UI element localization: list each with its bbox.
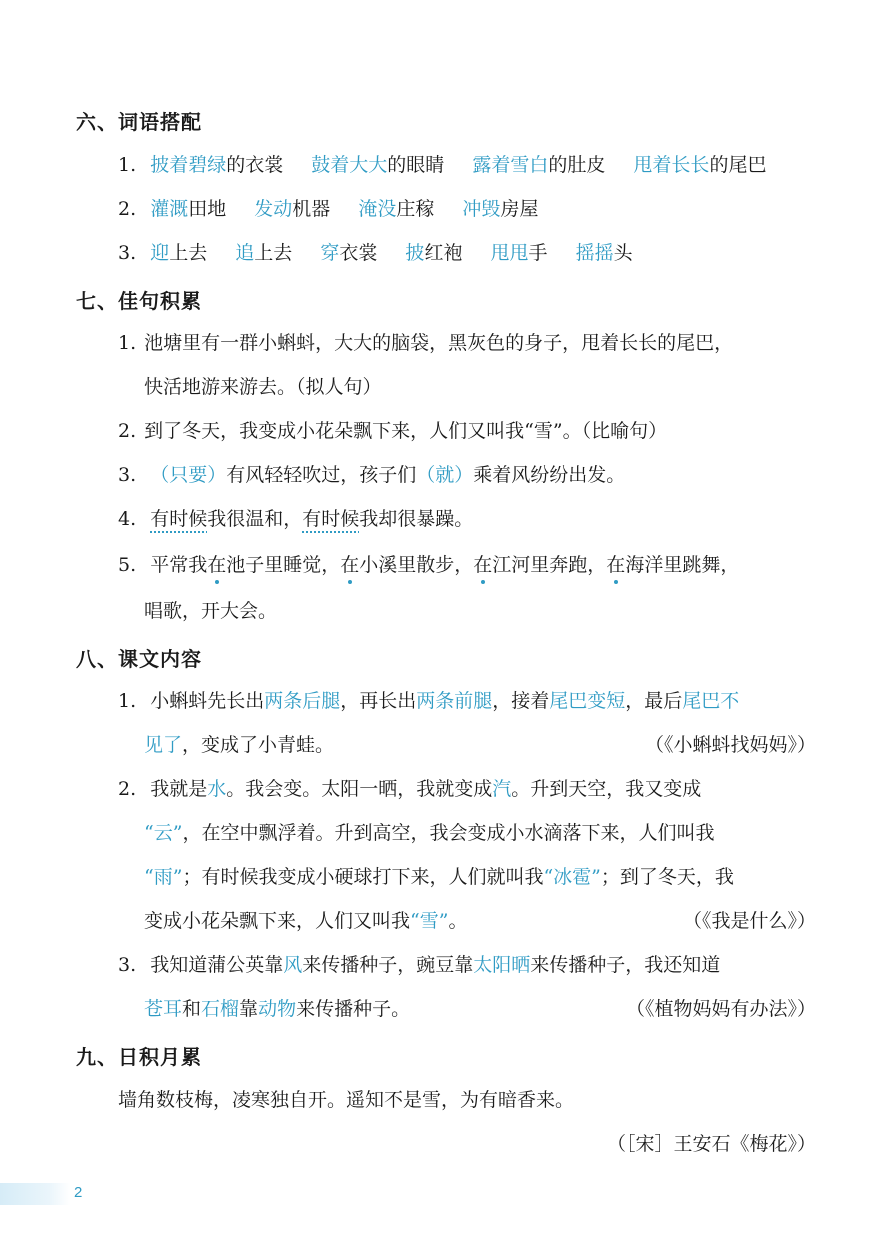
content-2-line-3 (144, 862, 818, 889)
answer: 穿 (320, 242, 340, 264)
answer: （就） (416, 464, 474, 486)
source-citation: （《我是什么》） (682, 910, 816, 932)
text: 来传播种子。 (296, 998, 411, 1020)
sentence-4 (118, 504, 818, 531)
section-8-heading: 八、课文内容 (76, 647, 202, 671)
text: 小溪里散步， (359, 554, 474, 576)
content-2-line-1 (118, 774, 818, 801)
text: ；有时候我变成小硬球打下来，人们就叫我 (182, 866, 544, 888)
item-number: 3. (118, 954, 137, 976)
text: 田地 (188, 198, 227, 220)
emphasis-dot: 在 (207, 554, 227, 576)
text: 到了冬天，我变成小花朵飘下来，人们又叫我“雪”。（比喻句） (144, 420, 668, 442)
text: 的衣裳 (226, 154, 284, 176)
poem-text: 墙角数枝梅，凌寒独自开。遥知不是雪，为有暗香来。 (118, 1089, 575, 1111)
answer: 动物 (258, 998, 297, 1020)
text: 头 (613, 242, 633, 264)
text: 乘着风纷纷出发。 (473, 464, 626, 486)
match-row-2 (118, 194, 818, 221)
match-row-3 (118, 238, 818, 265)
text: 来传播种子，豌豆靠 (302, 954, 474, 976)
text: 。升到天空，我又变成 (511, 778, 702, 800)
text: 房屋 (500, 198, 539, 220)
text: ，在空中飘浮着。升到高空，我会变成小水滴落下来，人们叫我 (182, 822, 715, 844)
text: 有风轻轻吹过，孩子们 (226, 464, 417, 486)
content-2-line-2 (144, 818, 818, 845)
text: 海洋里跳舞， (625, 554, 740, 576)
emphasis-dot: 在 (473, 554, 493, 576)
text: 。我会变。太阳一晒，我就变成 (226, 778, 493, 800)
text: 平常我 (150, 554, 208, 576)
answer: 甩着长长 (633, 154, 710, 176)
match-row-1 (118, 150, 818, 177)
answer: 披着碧绿 (150, 154, 227, 176)
answer: 露着雪白 (472, 154, 549, 176)
text: 红袍 (424, 242, 463, 264)
text: 的尾巴 (709, 154, 767, 176)
text: 江河里奔跑， (492, 554, 607, 576)
answer: “冰雹” (543, 866, 601, 888)
answer: 汽 (492, 778, 512, 800)
sentence-2 (118, 416, 818, 443)
content-3-line-1 (118, 950, 818, 977)
emphasis-dot: 在 (606, 554, 626, 576)
answer: 太阳晒 (473, 954, 531, 976)
content-1-line-1 (118, 686, 818, 713)
answer: 见了 (144, 734, 183, 756)
answer: 尾巴变短 (549, 690, 626, 712)
item-number: 3. (118, 464, 137, 486)
answer: （只要） (150, 464, 227, 486)
sentence-3 (118, 460, 818, 487)
text: 来传播种子，我还知道 (530, 954, 721, 976)
answer: 两条后腿 (264, 690, 341, 712)
answer: “雨” (144, 866, 183, 888)
section-9-heading: 九、日积月累 (76, 1045, 202, 1069)
page-number-band (0, 1183, 70, 1205)
sentence-5-line-2: 唱歌，开大会。 (144, 600, 278, 622)
text: 我知道蒲公英靠 (150, 954, 284, 976)
text: 的眼睛 (387, 154, 445, 176)
answer: 尾巴不 (682, 690, 740, 712)
answer: 风 (283, 954, 303, 976)
answer: 灌溉 (150, 198, 189, 220)
text: 和 (182, 998, 202, 1020)
answer: “雪” (410, 910, 449, 932)
text: 手 (528, 242, 548, 264)
source-citation: （《小蝌蚪找妈妈》） (644, 734, 816, 756)
section-6-heading: 六、词语搭配 (76, 110, 202, 134)
text: ，接着 (492, 690, 550, 712)
answer: 水 (207, 778, 227, 800)
emphasis-dot: 在 (340, 554, 360, 576)
answer: 苍耳 (144, 998, 183, 1020)
text: 机器 (292, 198, 331, 220)
answer: 冲毁 (462, 198, 501, 220)
text: 我就是 (150, 778, 208, 800)
page-number: 2 (74, 1184, 83, 1201)
text: ，变成了小青蛙。 (182, 734, 335, 756)
answer: 迎 (150, 242, 170, 264)
text: 。 (448, 910, 468, 932)
sentence-1-line-1 (118, 328, 818, 355)
text: 池子里睡觉， (226, 554, 341, 576)
source-citation: （《植物妈妈有办法》） (625, 998, 816, 1020)
text: 靠 (239, 998, 259, 1020)
answer: “云” (144, 822, 183, 844)
answer: 淹没 (358, 198, 397, 220)
emphasis-dots: 有时候 (150, 508, 208, 530)
item-number: 1. (118, 332, 137, 354)
answer: 披 (405, 242, 425, 264)
answer: 两条前腿 (416, 690, 493, 712)
answer: 石榴 (201, 998, 240, 1020)
text: 上去 (254, 242, 293, 264)
answer: 摇摇 (575, 242, 614, 264)
text: 我很温和， (207, 508, 303, 530)
text: 池塘里有一群小蝌蚪，大大的脑袋，黑灰色的身子，甩着长长的尾巴， (144, 332, 734, 354)
sentence-5-line-1 (118, 550, 818, 577)
emphasis-dots: 有时候 (302, 508, 360, 530)
item-number: 2. (118, 778, 137, 800)
item-number: 1. (118, 690, 137, 712)
item-number: 2. (118, 198, 137, 220)
text: ，最后 (625, 690, 683, 712)
text: ，再长出 (340, 690, 417, 712)
item-number: 4. (118, 508, 137, 530)
item-number: 5. (118, 554, 137, 576)
text: 变成小花朵飘下来，人们又叫我 (144, 910, 411, 932)
text: 庄稼 (396, 198, 435, 220)
text: 小蝌蚪先长出 (150, 690, 265, 712)
answer: 鼓着大大 (311, 154, 388, 176)
answer: 甩甩 (490, 242, 529, 264)
section-7-heading: 七、佳句积累 (76, 289, 202, 313)
text: 我却很暴躁。 (359, 508, 474, 530)
poem-source: （［宋］王安石《梅花》） (606, 1133, 816, 1155)
answer: 追 (235, 242, 255, 264)
text: ；到了冬天，我 (600, 866, 734, 888)
item-number: 1. (118, 154, 137, 176)
text: 衣裳 (339, 242, 378, 264)
item-number: 3. (118, 242, 137, 264)
answer: 发动 (254, 198, 293, 220)
text: 上去 (169, 242, 208, 264)
sentence-1-line-2: 快活地游来游去。（拟人句） (144, 376, 382, 398)
text: 的肚皮 (548, 154, 606, 176)
item-number: 2. (118, 420, 137, 442)
